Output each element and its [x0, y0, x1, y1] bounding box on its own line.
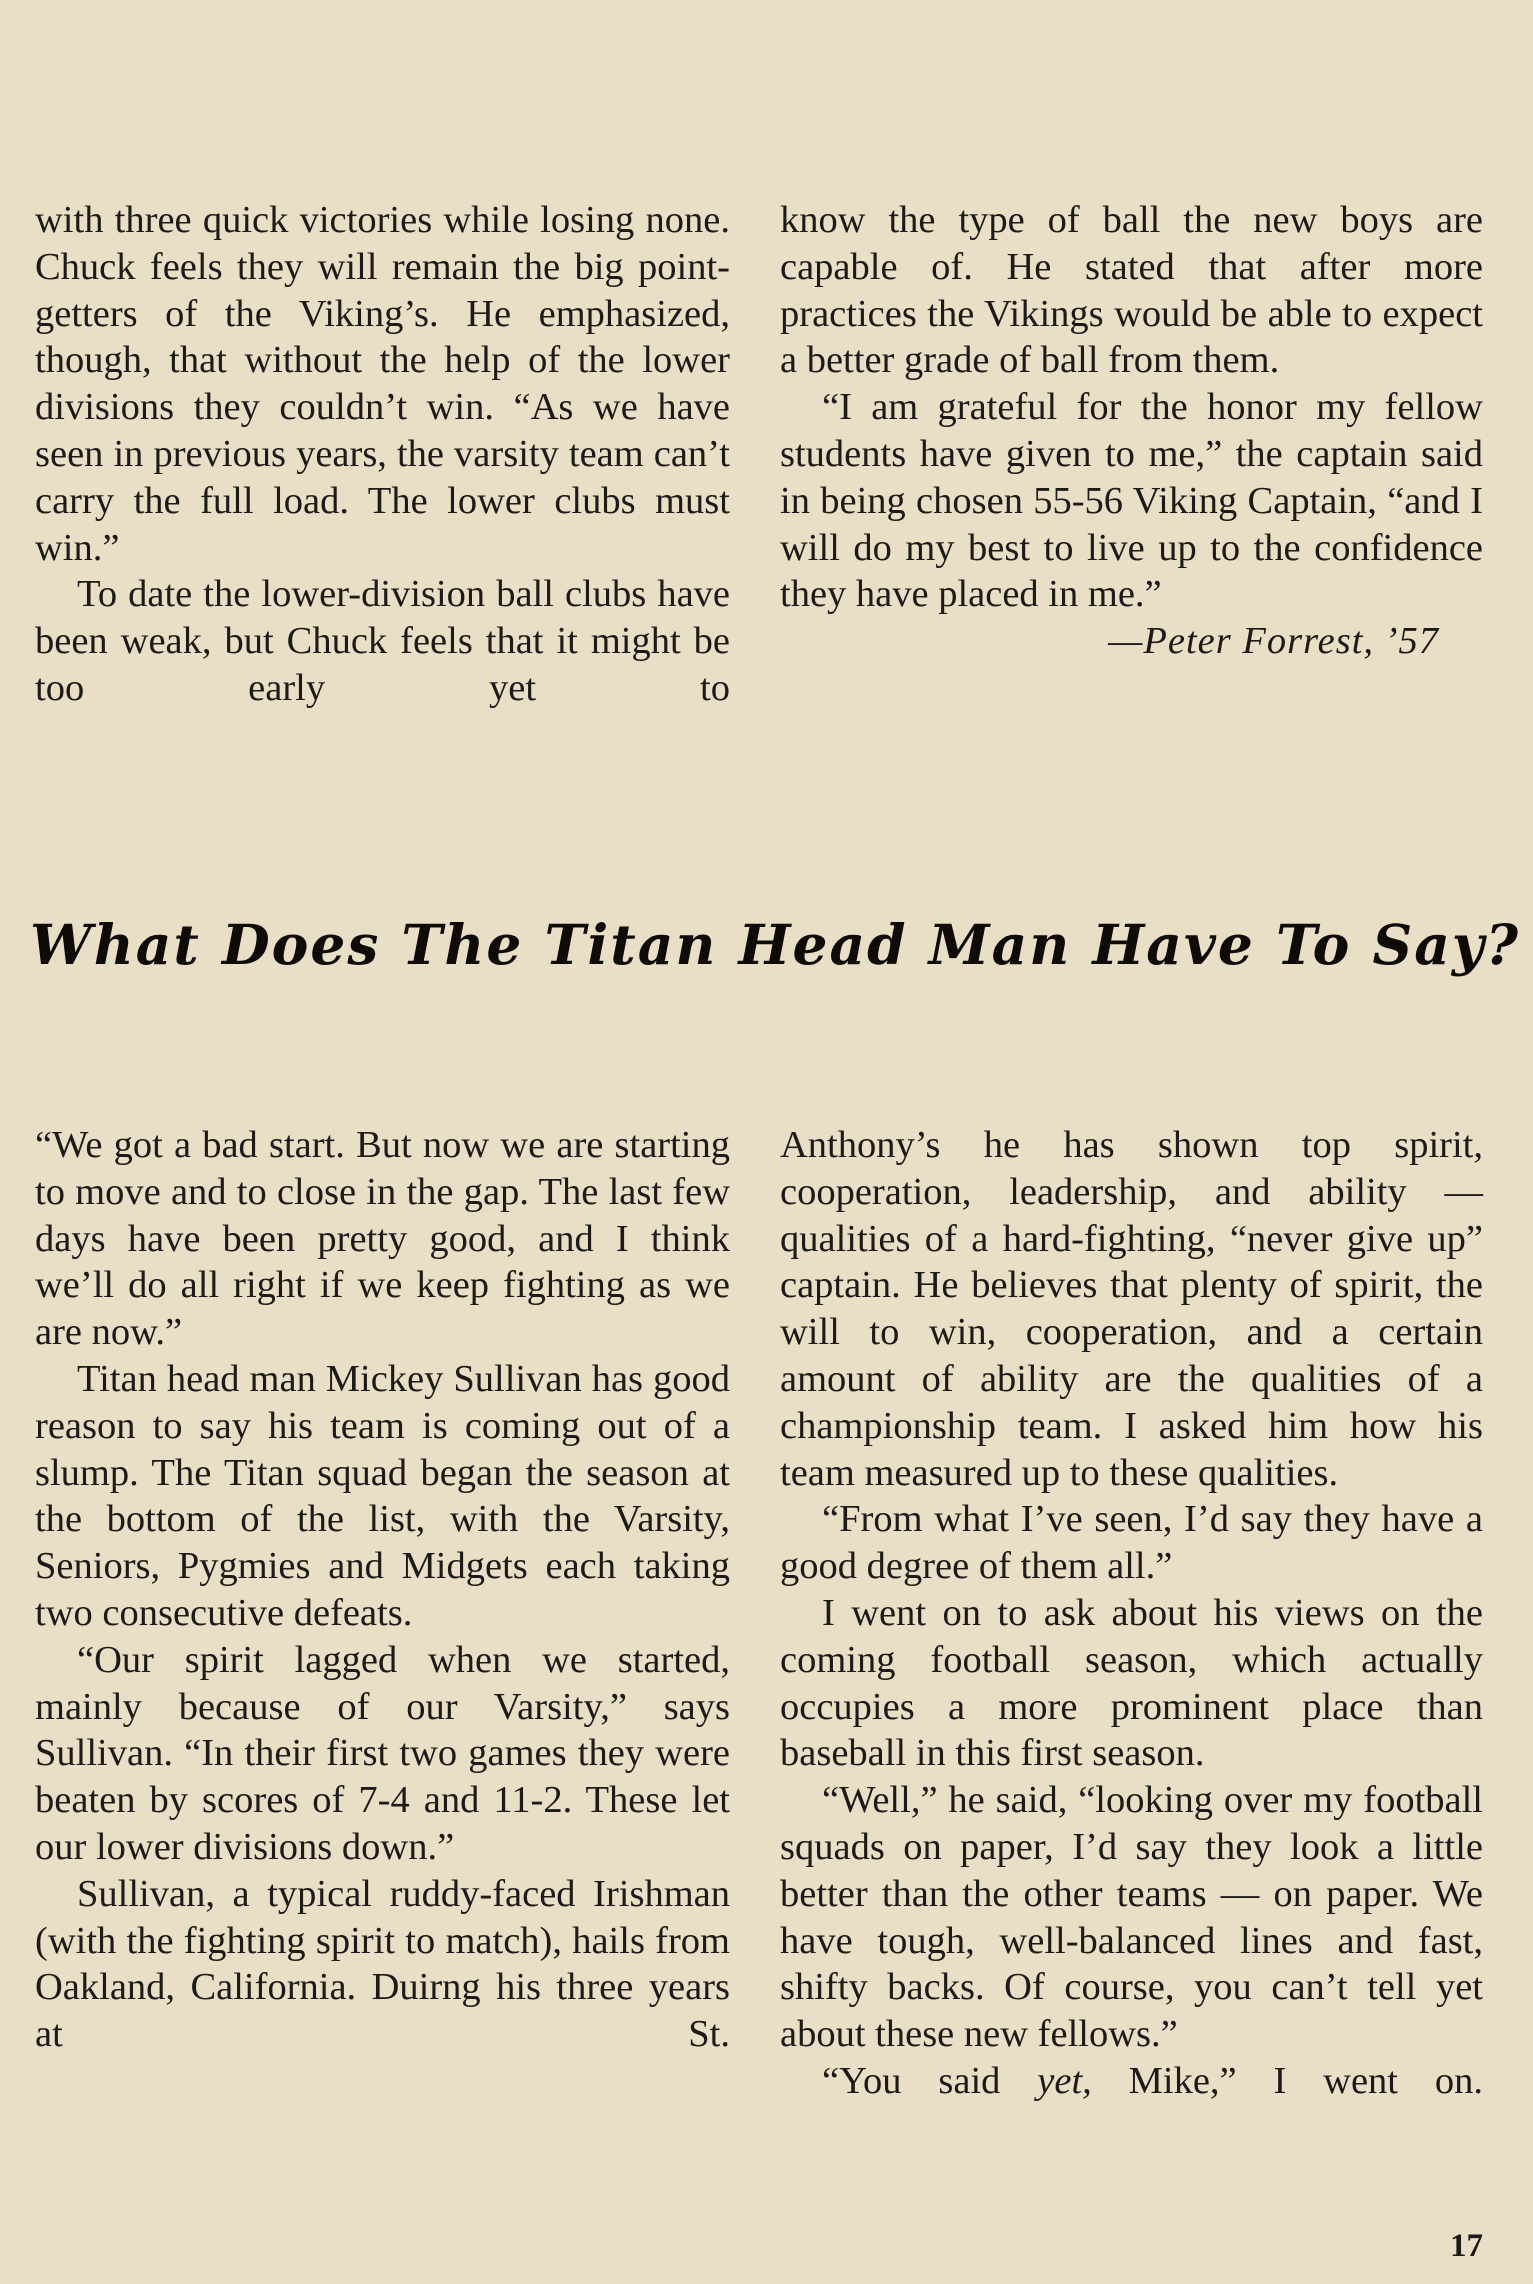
top-right-column [780, 197, 1483, 665]
page-number: 17 [1450, 2228, 1483, 2264]
paragraph-text: Mike,” I went on. [1091, 2059, 1483, 2102]
paragraph: “From what I’ve seen, I’d say they have a good degree of them all.” [780, 1498, 1483, 1588]
italic-word: yet, [1037, 2059, 1092, 2102]
paragraph: Titan head man Mickey Sullivan has good reason to say his team is coming out of a slump. The Titan squad began the season at the bottom of the list, with the Varsity, Seniors, Pygmies and Midgets each taking two consecutive defeats. [35, 1357, 730, 1634]
bottom-right-column [780, 1122, 1483, 2105]
paragraph: I went on to ask about his views on the coming football season, which actually occupies a more prominent place than baseball in this first season. [780, 1591, 1483, 1775]
top-left-column [35, 197, 730, 712]
paragraph-text: “You said [822, 2059, 1038, 2102]
paragraph: “We got a bad start. But now we are starting to move and to close in the gap. The last few days have been pretty good, and I think we’ll do all right if we keep fighting as we are now.” [35, 1124, 730, 1354]
paragraph [780, 2058, 1483, 2105]
paragraph: To date the lower-division ball clubs have been weak, but Chuck feels that it might be too early yet to [35, 573, 730, 709]
paragraph: “I am grateful for the honor my fellow students have given to me,” the captain said in being chosen 55-56 Viking Captain, “and I will do my best to live up to the confidence they have placed in me.” [780, 386, 1483, 616]
paragraph: Anthony’s he has shown top spirit, cooperation, leadership, and ability — qualities of a hard-fighting, “never give up” captain. He believes that plenty of spirit, the will to win, cooperation, and a certain amount of ability are the qualities of a championship team. I asked him how his team measured up to these qualities. [780, 1124, 1483, 1494]
paragraph: with three quick victories while losing none. Chuck feels they will remain the big point-getters of the Viking’s. He emphasized, though, that without the help of the lower divisions they couldn’t win. “As we have seen in previous years, the varsity team can’t carry the full load. The lower clubs must win.” [35, 199, 730, 569]
paragraph: Sullivan, a typical ruddy-faced Irishman (with the fighting spirit to match), hails from Oakland, California. Duirng his three years at St. [35, 1872, 730, 2056]
paragraph: know the type of ball the new boys are capable of. He stated that after more practices the Vikings would be able to expect a better grade of ball from them. [780, 199, 1483, 382]
paragraph: “Our spirit lagged when we started, mainly because of our Varsity,” says Sullivan. “In their first two games they were beaten by scores of 7-4 and 11-2. These let our lower divisions down.” [35, 1638, 730, 1868]
article-headline: What Does The Titan Head Man Have To Say? [30, 912, 1521, 977]
bottom-left-column [35, 1122, 730, 2058]
author-signature: —Peter Forrest, ’57 [1108, 620, 1439, 663]
paragraph: “Well,” he said, “looking over my football squads on paper, I’d say they look a little better than the other teams — on paper. We have tough, well-balanced lines and fast, shifty backs. Of course, you can’t tell yet about these new fellows.” [780, 1779, 1483, 2056]
